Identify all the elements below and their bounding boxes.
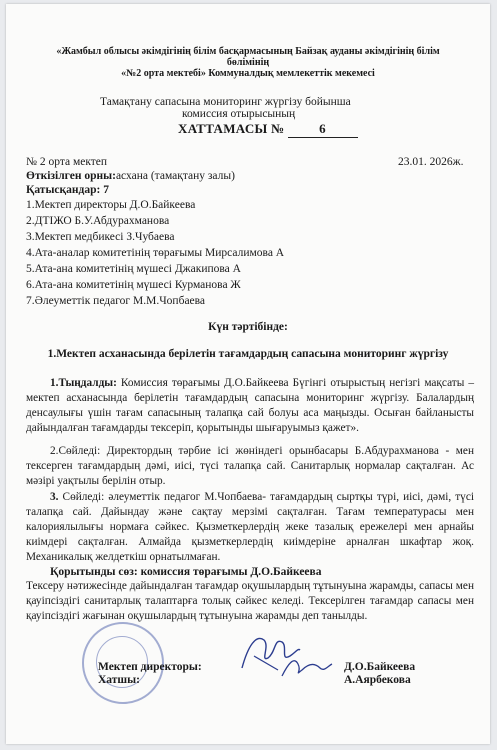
protocol-title xyxy=(178,121,358,138)
secretary-label: Хатшы: xyxy=(98,674,140,686)
paragraph-speaker-3 xyxy=(26,490,474,565)
participants-label: Қатысқандар: 7 xyxy=(26,184,109,196)
speaker-3-label: 3. xyxy=(50,491,59,503)
header-line-2: бөлімінің xyxy=(226,57,270,68)
protocol-number: 6 xyxy=(288,121,358,138)
director-label: Мектеп директоры: xyxy=(98,661,202,673)
speaker-2-text: 2.Сөйледі: Директордың тәрбие ісі жөніндегі орынбасары Б.Абдурахманова - мен тексерген тағамдардың дәмі, иісі, түсі талапқа сай. Санитарлық нормалар сақталған. Ас мәзірі уақтылы берілін отыр. xyxy=(26,445,474,487)
document-page xyxy=(6,4,490,744)
secretary-name: А.Аярбекова xyxy=(344,674,411,686)
director-name: Д.О.Байкеева xyxy=(344,661,416,673)
participant-item: 3.Мектеп медбикесі З.Чубаева xyxy=(26,231,175,243)
venue-line xyxy=(26,169,235,183)
venue-label: Өткізілген орны: xyxy=(26,170,116,182)
participant-item: 6.Ата-ана комитетінің мүшесі Курманова Ж xyxy=(26,279,241,291)
participant-item: 2.ДТІЖО Б.У.Абдурахманова xyxy=(26,215,170,227)
agenda-item: 1.Мектеп асханасында берілетін тағамдардың сапасына мониторинг жүргізу xyxy=(47,348,449,360)
header-line-1: «Жамбыл облысы әкімдігінің білім басқармасының Байзақ ауданы әкімдігінің білім xyxy=(56,46,440,57)
heard-text: Комиссия төрағымы Д.О.Байкеева Бүгінгі отырыстың негізгі мақсаты – мектеп асханасында берілетін тағамдардың сапасына мониторинг жүргізу. Балалардың денсаулығы үшін тағам сапасының талапқа сай болуы аса маңызды. Осыған байланысты дайындалған тағамдарды тексеріп, қорытынды шығаруымыз қажет». xyxy=(26,377,474,434)
participant-item: 4.Ата-аналар комитетінің төрағымы Мирсалимова А xyxy=(26,247,285,259)
heard-label: 1.Тыңдалды: xyxy=(50,377,117,389)
participant-item: 1.Мектеп директоры Д.О.Байкеева xyxy=(26,199,196,211)
participant-item: 5.Ата-ана комитетінің мүшесі Джакипова А xyxy=(26,263,241,275)
header-line-3: «№2 орта мектебі» Коммуналдық мемлекеттік мекемесі xyxy=(121,68,375,79)
speaker-3-text: Сөйледі: әлеуметтік педагог М.Чопбаева- тағамдардың сыртқы түрі, иісі, дәмі, түсі талапқа сай. Дайындау және сақтау мерзімі сақталған. Тағам температурасы мен калориялылығы нормаға сәйкес. Қызметкерлердің жеке тазалық ережелері мен арнайы киімдері сақталған. Алмайда қызметкерлердің киімдеріне арналған шкафтар жоқ. Механикалық желдеткіш орнатылмаған. xyxy=(26,491,474,563)
venue-value: асхана (тамақтану залы) xyxy=(115,170,235,182)
secretary-signature xyxy=(276,646,336,686)
participant-item: 7.Әлеуметтік педагог М.М.Чопбаева xyxy=(26,295,206,307)
paragraph-heard xyxy=(26,376,474,436)
paragraph-speaker-2 xyxy=(26,444,474,489)
conclusion-heading: Қорытынды сөз: комиссия төрағымы Д.О.Байкеева xyxy=(50,566,322,578)
title-line-2: комиссия отырысының xyxy=(182,108,296,120)
document-date: 23.01. 2026ж. xyxy=(398,156,464,168)
agenda-heading: Күн тәртібінде: xyxy=(208,321,288,333)
title-line-1: Тамақтану сапасына мониторинг жүргізу бойынша xyxy=(100,96,351,108)
school-name: № 2 орта мектеп xyxy=(26,156,108,168)
protocol-label: ХАТТАМАСЫ № xyxy=(178,121,285,136)
conclusion-text: Тексеру нәтижесінде дайындалған тағамдар оқушылардың тұтынуына жарамды, сапасы мен қауіпсіздігі санитарлық талаптарға толық сәйкес келеді. Тексерілген тағамдар сапасы мен қауіпсіздігі жағынан оқушылардың тұтынуына жарамды деп танылды. xyxy=(26,580,474,622)
